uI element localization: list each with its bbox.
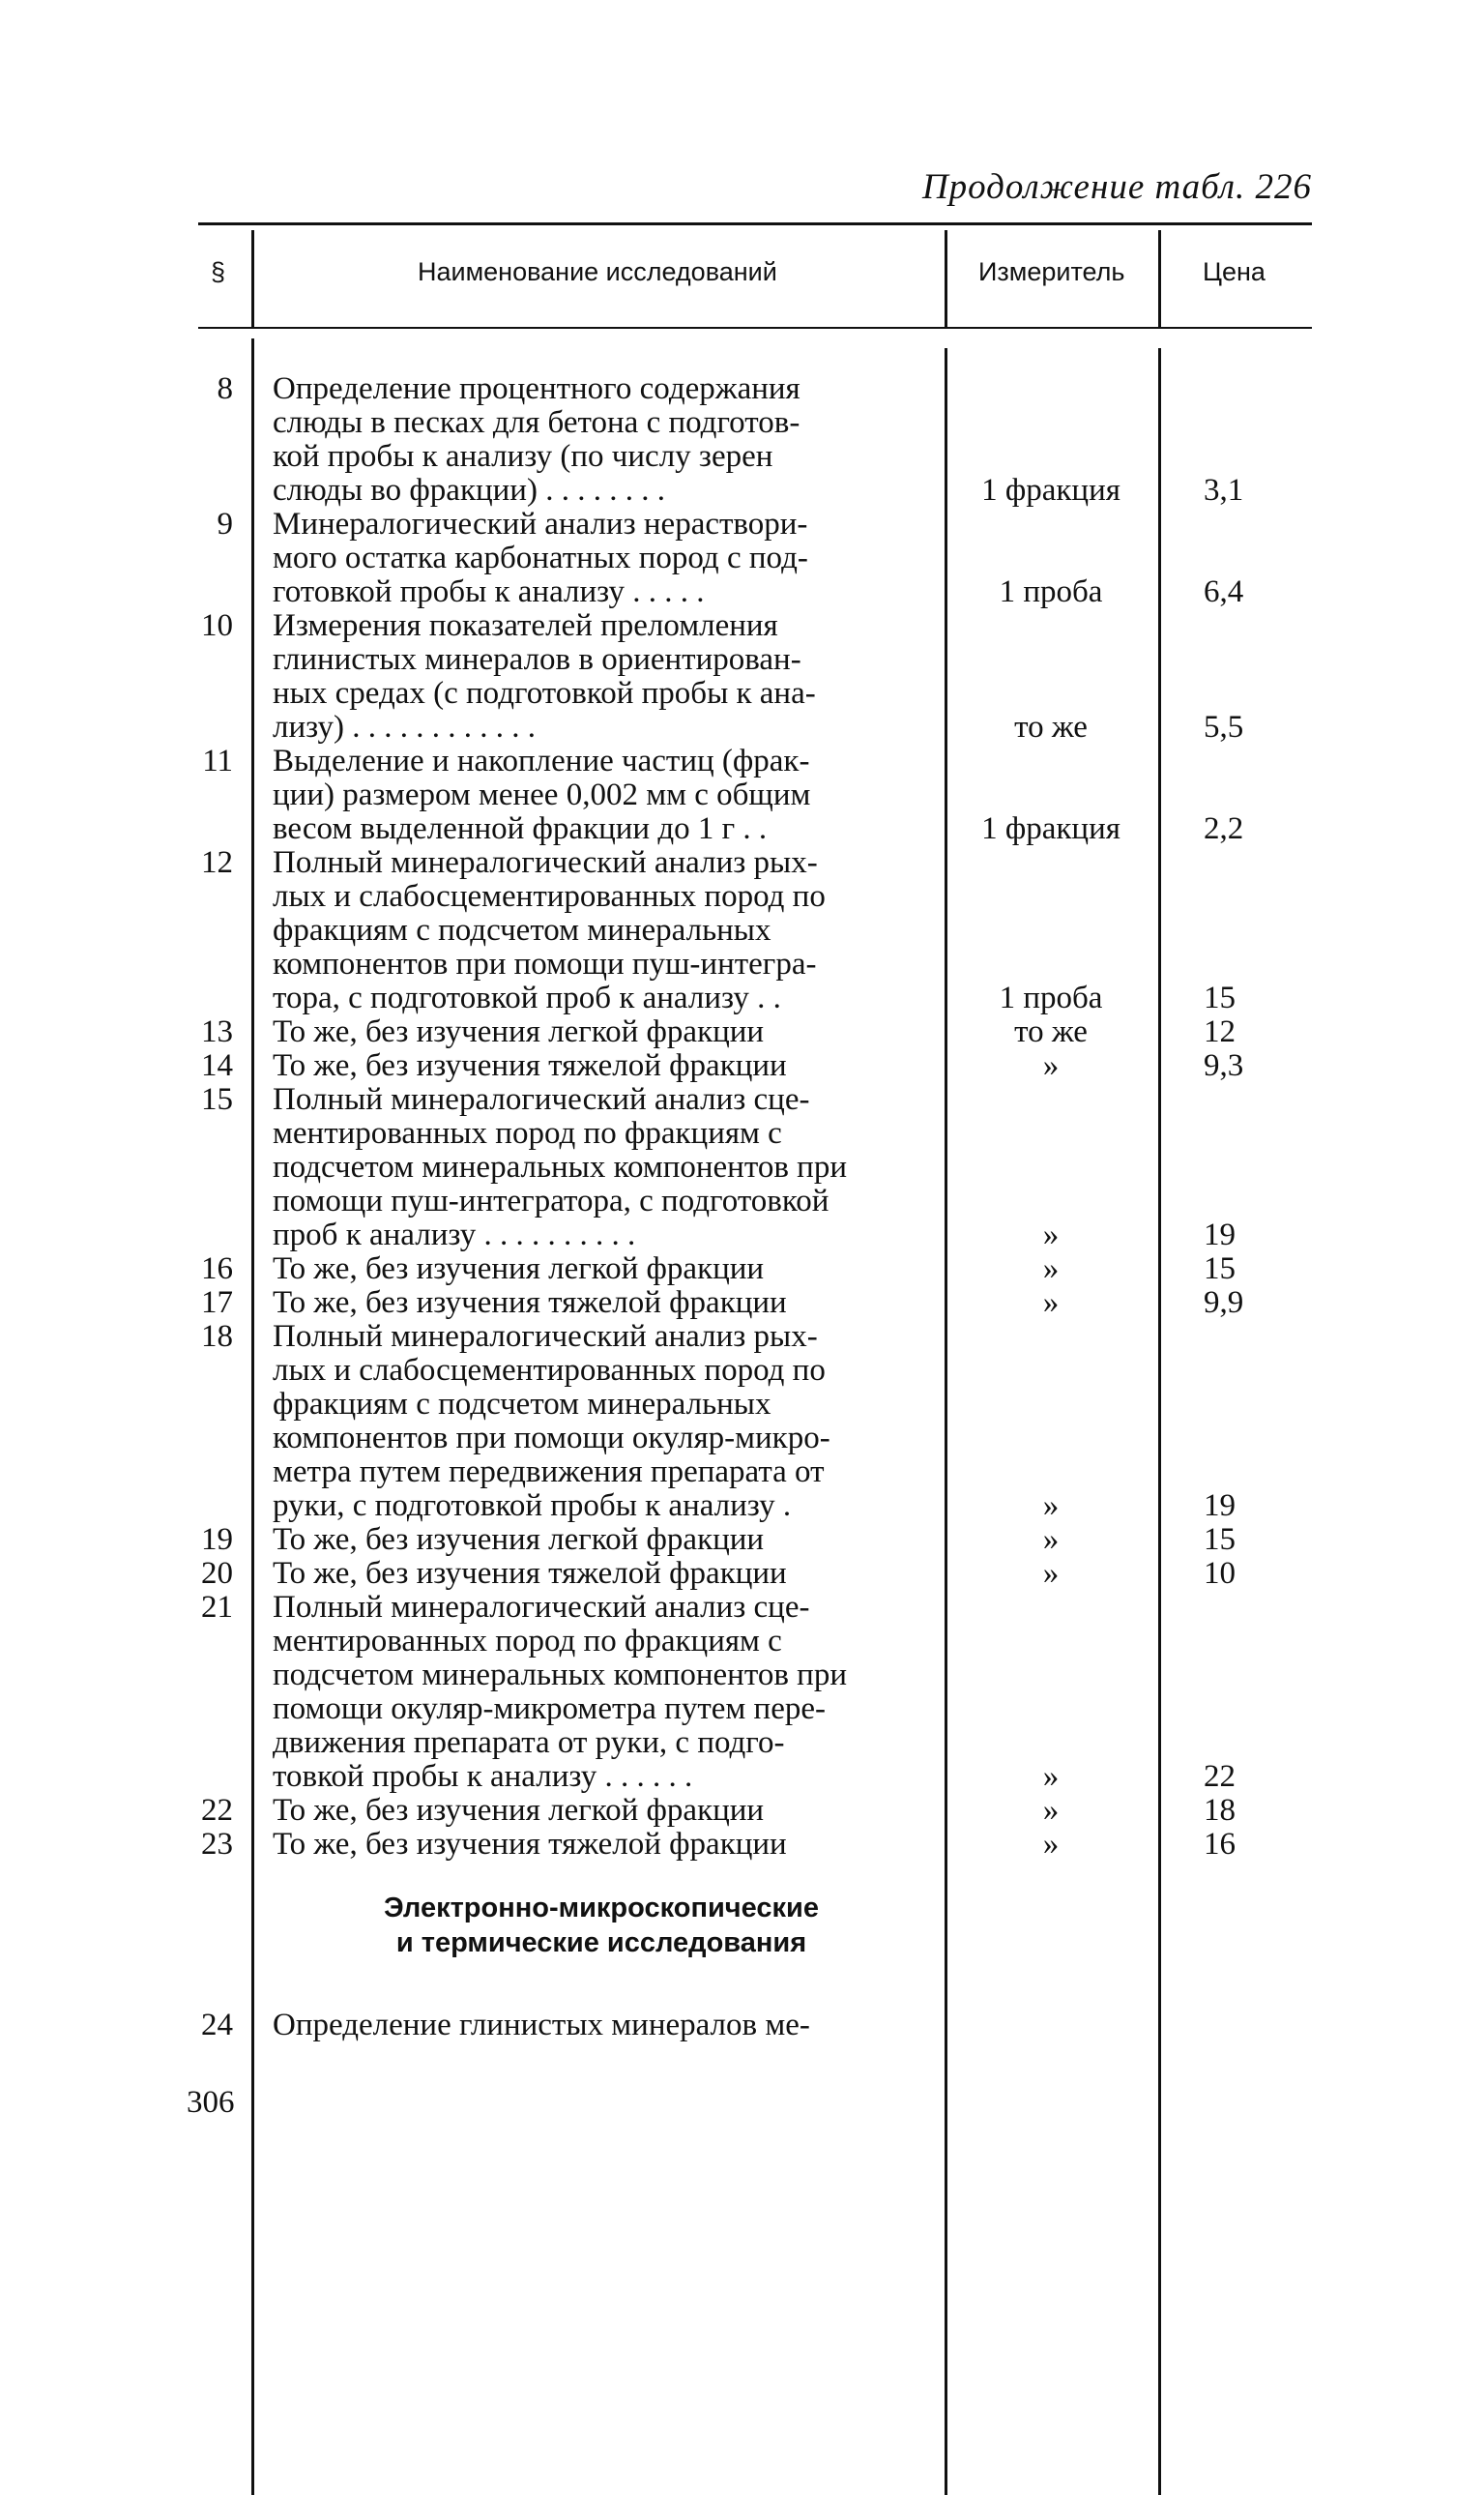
row-text-line: товкой пробы к анализу . . . . . .	[273, 1760, 693, 1794]
row-text-line: Определение глинистых минералов ме-	[273, 2009, 810, 2042]
row-price: 5,5	[1204, 710, 1244, 745]
row-price: 18	[1204, 1793, 1236, 1828]
row-price: 9,3	[1204, 1048, 1244, 1083]
row-text-line: фракциям с подсчетом минеральных	[273, 914, 771, 948]
row-text-line: руки, с подготовкой пробы к анализу .	[273, 1489, 792, 1523]
row-text-line: глинистых минералов в ориентирован-	[273, 643, 801, 677]
row-number: 11	[202, 744, 233, 778]
row-text-line: Полный минералогический анализ сце-	[273, 1591, 810, 1625]
row-text-line: Полный минералогический анализ рых-	[273, 1320, 818, 1354]
column-divider-1	[251, 338, 254, 2495]
row-price: 15	[1204, 1251, 1236, 1286]
row-unit: 1 фракция	[981, 473, 1120, 508]
row-price: 15	[1204, 1522, 1236, 1557]
row-number: 23	[201, 1827, 233, 1862]
row-text-line: ментированных пород по фракциям с	[273, 1117, 782, 1151]
row-number: 15	[201, 1082, 233, 1117]
row-text-line: компонентов при помощи окуляр-микро-	[273, 1422, 830, 1455]
row-number: 18	[201, 1319, 233, 1354]
row-text-line: кой пробы к анализу (по числу зерен	[273, 440, 773, 474]
row-number: 8	[217, 371, 233, 406]
row-text-line: То же, без изучения тяжелой фракции	[273, 1828, 787, 1862]
row-text-line: То же, без изучения легкой фракции	[273, 1015, 765, 1049]
table-top-rule	[198, 222, 1312, 225]
row-price: 9,9	[1204, 1285, 1244, 1320]
row-text-line: лых и слабосцементированных пород по	[273, 1354, 826, 1388]
row-text-line: лизу) . . . . . . . . . . . .	[273, 711, 536, 745]
row-unit: »	[1042, 1251, 1060, 1286]
header-divider-2	[945, 230, 947, 327]
row-unit: »	[1042, 1285, 1060, 1320]
row-price: 15	[1204, 981, 1236, 1015]
row-unit: 1 фракция	[981, 811, 1120, 846]
continuation-title: Продолжение табл. 226	[921, 167, 1312, 207]
row-number: 21	[201, 1590, 233, 1625]
column-divider-3	[1158, 348, 1161, 2495]
row-price: 19	[1204, 1218, 1236, 1252]
row-number: 10	[201, 608, 233, 643]
row-text-line: Определение процентного содержания	[273, 372, 800, 406]
row-text-line: тора, с подготовкой проб к анализу . .	[273, 982, 781, 1015]
row-unit: 1 проба	[999, 574, 1103, 609]
row-text-line: слюды в песках для бетона с подготов-	[273, 406, 800, 440]
row-text-line: То же, без изучения легкой фракции	[273, 1252, 765, 1286]
row-number: 17	[201, 1285, 233, 1320]
column-divider-2	[945, 348, 947, 2495]
section-heading: Электронно-микроскопические	[384, 1893, 819, 1923]
section-heading: и термические исследования	[395, 1927, 807, 1958]
row-price: 22	[1204, 1759, 1236, 1794]
row-text-line: компонентов при помощи пуш-интегра-	[273, 948, 817, 982]
row-number: 16	[201, 1251, 233, 1286]
row-text-line: ментированных пород по фракциям с	[273, 1625, 782, 1658]
row-text-line: Полный минералогический анализ рых-	[273, 846, 818, 880]
row-number: 22	[201, 1793, 233, 1828]
row-number: 13	[201, 1014, 233, 1049]
row-text-line: помощи окуляр-микрометра путем пере-	[273, 1692, 826, 1726]
row-number: 20	[201, 1556, 233, 1591]
header-unit: Измеритель	[978, 257, 1125, 286]
row-text-line: ции) размером менее 0,002 мм с общим	[273, 778, 811, 812]
row-number: 19	[201, 1522, 233, 1557]
row-number: 24	[201, 2008, 233, 2042]
row-text-line: слюды во фракции) . . . . . . . .	[273, 474, 665, 508]
row-text-line: метра путем передвижения препарата от	[273, 1455, 825, 1489]
row-text-line: движения препарата от руки, с подго-	[273, 1726, 785, 1760]
row-unit: »	[1042, 1793, 1060, 1828]
row-unit: 1 проба	[999, 981, 1103, 1015]
header-name: Наименование исследований	[418, 257, 777, 286]
row-unit: »	[1042, 1488, 1060, 1523]
row-text-line: То же, без изучения тяжелой фракции	[273, 1557, 787, 1591]
row-text-line: То же, без изучения тяжелой фракции	[273, 1049, 787, 1083]
row-unit: то же	[1014, 710, 1088, 745]
row-number: 14	[201, 1048, 233, 1083]
row-text-line: Измерения показателей преломления	[273, 609, 778, 643]
row-unit: »	[1042, 1048, 1060, 1083]
row-text-line: весом выделенной фракции до 1 г . .	[273, 812, 768, 846]
row-text-line: То же, без изучения легкой фракции	[273, 1523, 765, 1557]
row-unit: »	[1042, 1556, 1060, 1591]
row-price: 19	[1204, 1488, 1236, 1523]
header-divider-1	[251, 230, 254, 327]
row-text-line: проб к анализу . . . . . . . . . .	[273, 1218, 636, 1252]
row-text-line: подсчетом минеральных компонентов при	[273, 1658, 847, 1692]
row-price: 10	[1204, 1556, 1236, 1591]
header-price: Цена	[1203, 257, 1266, 286]
row-unit: то же	[1014, 1014, 1088, 1049]
row-text-line: Выделение и накопление частиц (фрак-	[273, 745, 810, 778]
row-text-line: Минералогический анализ нераствори-	[273, 508, 808, 542]
header-bottom-rule	[198, 327, 1312, 329]
row-text-line: То же, без изучения тяжелой фракции	[273, 1286, 787, 1320]
page-number: 306	[187, 2085, 235, 2120]
row-price: 12	[1204, 1014, 1236, 1049]
row-number: 9	[217, 507, 233, 542]
header-section: §	[211, 257, 226, 286]
row-text-line: Полный минералогический анализ сце-	[273, 1083, 810, 1117]
row-unit: »	[1042, 1522, 1060, 1557]
row-text-line: готовкой пробы к анализу . . . . .	[273, 575, 705, 609]
row-text-line: подсчетом минеральных компонентов при	[273, 1151, 847, 1185]
row-text-line: помощи пуш-интегратора, с подготовкой	[273, 1185, 829, 1218]
row-text-line: ных средах (с подготовкой пробы к ана-	[273, 677, 816, 711]
row-text-line: То же, без изучения легкой фракции	[273, 1794, 765, 1828]
row-price: 6,4	[1204, 574, 1244, 609]
row-unit: »	[1042, 1759, 1060, 1794]
row-price: 16	[1204, 1827, 1236, 1862]
row-text-line: фракциям с подсчетом минеральных	[273, 1388, 771, 1422]
row-text-line: мого остатка карбонатных пород с под-	[273, 542, 808, 575]
row-number: 12	[201, 845, 233, 880]
row-text-line: лых и слабосцементированных пород по	[273, 880, 826, 914]
row-price: 3,1	[1204, 473, 1244, 508]
row-unit: »	[1042, 1218, 1060, 1252]
header-divider-3	[1158, 230, 1161, 327]
row-price: 2,2	[1204, 811, 1244, 846]
row-unit: »	[1042, 1827, 1060, 1862]
